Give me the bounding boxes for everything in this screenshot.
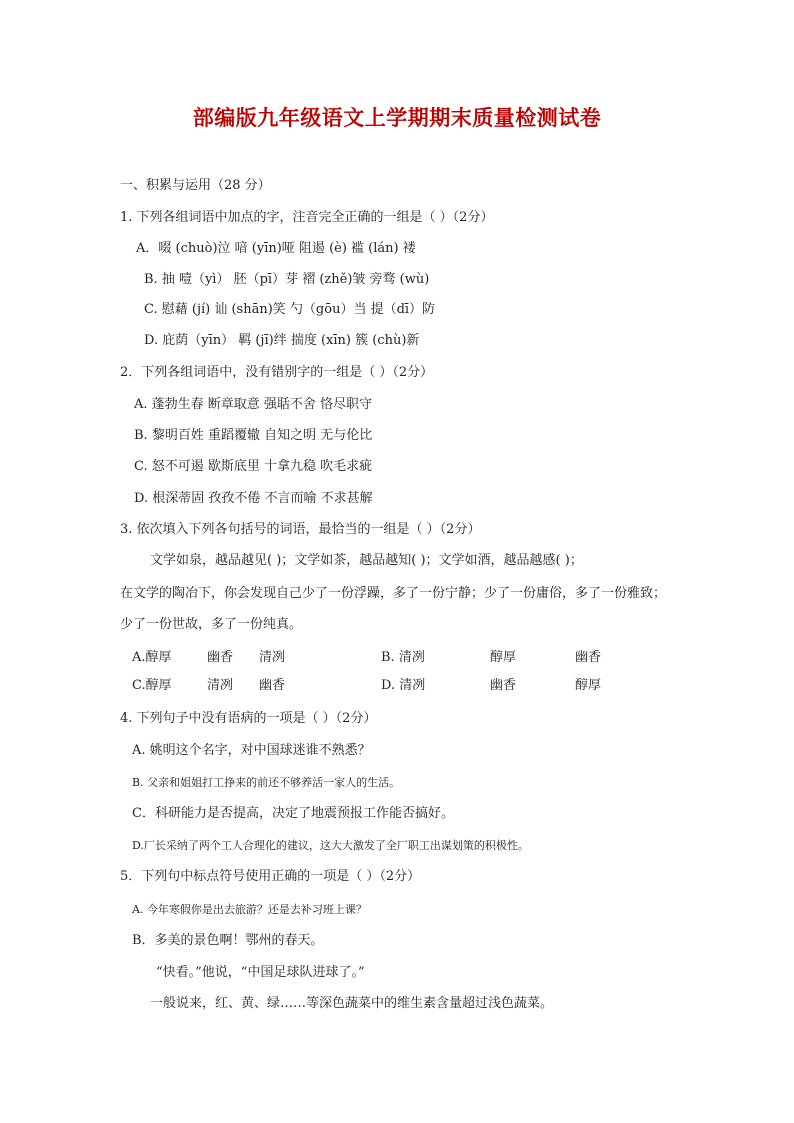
- question-1-option-c: C. 慰藉 (jí) 讪 (shān)笑 勺（gōu）当 提（dī）防: [144, 302, 436, 317]
- question-4-option-b: B. 父亲和姐姐打工挣来的前还不够养活一家人的生活。: [132, 776, 401, 789]
- question-5-option-d: 一般说来，红、黄、绿……等深色蔬菜中的维生素含量超过浅色蔬菜。: [150, 996, 554, 1011]
- question-1-stem: 1. 下列各组词语中加点的字，注音完全正确的一组是（ ）（2分）: [120, 210, 494, 225]
- question-2-option-b: B. 黎明百姓 重蹈覆辙 自知之明 无与伦比: [134, 428, 373, 443]
- question-1-option-d: D. 庇荫（yīn） 羁 (jī)绊 揣度 (xīn) 簇 (chù)新: [144, 333, 420, 348]
- question-3-option-b-label: B. 清冽: [381, 650, 425, 665]
- question-3-option-c-word-2: 清冽: [207, 678, 234, 693]
- question-3-option-c-label: C.醇厚: [132, 678, 172, 693]
- question-5-option-c: “快看。”他说，“中国足球队进球了。”: [156, 965, 365, 980]
- question-3-option-a-label: A.醇厚: [132, 650, 172, 665]
- question-3-option-d-word-3: 醇厚: [575, 678, 602, 693]
- question-3-option-b-word-2: 醇厚: [490, 650, 517, 665]
- question-4-option-a: A. 姚明这个名字，对中国球迷谁不熟悉？: [132, 743, 371, 758]
- question-1-option-a: A．啜 (chuò)泣 喑 (yīn)哑 阻遏 (è) 褴 (lán) 褛: [136, 241, 416, 256]
- question-3-option-a-word-3: 清冽: [259, 650, 286, 665]
- question-4-stem: 4. 下列句子中没有语病的一项是（ ）（2分）: [120, 711, 377, 726]
- question-3-passage-line-1: 文学如泉，越品越见( )；文学如茶，越品越知( )；文学如酒，越品越感( )；: [150, 553, 583, 568]
- question-5-option-a: A. 今年寒假你是出去旅游？还是去补习班上课？: [132, 903, 367, 916]
- question-5-option-b: B．多美的景色啊！鄂州的春天。: [132, 933, 324, 948]
- question-2-option-d: D. 根深蒂固 孜孜不倦 不言而喻 不求甚解: [134, 491, 373, 506]
- question-4-option-d: D.厂长采纳了两个工人合理化的建议，这大大激发了全厂职工出谋划策的积极性。: [132, 839, 529, 852]
- question-3-option-d-label: D. 清冽: [381, 678, 426, 693]
- question-1-option-b: B. 抽 噎（yì） 胚（pī）芽 褶 (zhě)皱 旁骛 (wù): [144, 272, 430, 287]
- question-3-option-a-word-2: 幽香: [207, 650, 234, 665]
- section-heading: 一、积累与运用（28 分）: [120, 178, 271, 193]
- question-3-passage-line-2: 在文学的陶冶下，你会发现自己少了一份浮躁，多了一份宁静；少了一份庸俗，多了一份雅致；: [120, 586, 667, 601]
- question-3-passage-line-3: 少了一份世故，多了一份纯真。: [120, 617, 303, 632]
- question-4-option-c: C．科研能力是否提高，决定了地震预报工作能否搞好。: [132, 806, 454, 821]
- question-3-stem: 3. 依次填入下列各句括号的词语，最恰当的一组是（ ）（2分）: [120, 522, 481, 537]
- question-3-option-b-word-3: 幽香: [575, 650, 602, 665]
- question-5-stem: 5．下列句中标点符号使用正确的一项是（ ）（2分）: [120, 869, 421, 884]
- question-3-option-d-word-2: 幽香: [490, 678, 517, 693]
- question-2-option-c: C. 怒不可遏 歇斯底里 十拿九稳 吹毛求疵: [134, 459, 373, 474]
- question-2-option-a: A. 蓬勃生春 断章取意 强聒不舍 恪尽职守: [134, 397, 373, 412]
- question-2-stem: 2．下列各组词语中，没有错别字的一组是（ ）（2分）: [120, 365, 434, 380]
- question-3-option-c-word-3: 幽香: [259, 678, 286, 693]
- page-title: 部编版九年级语文上学期期末质量检测试卷: [192, 105, 602, 130]
